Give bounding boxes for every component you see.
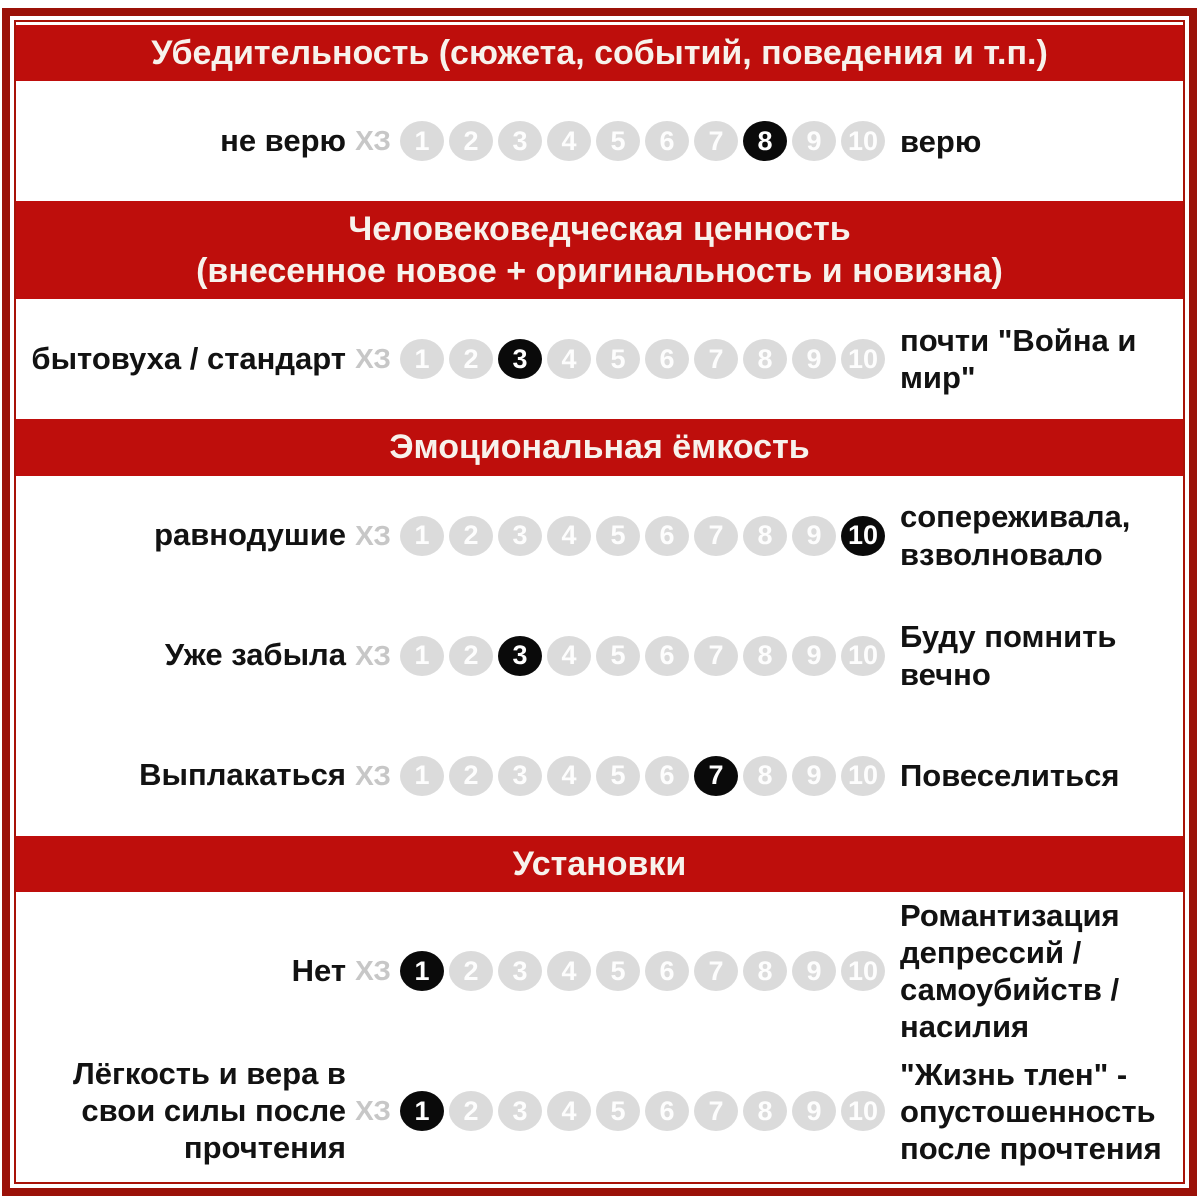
scale-dot-6[interactable]: 6 <box>645 756 689 796</box>
scale-dot-1[interactable]: 1 <box>400 121 444 161</box>
scale-dot-2[interactable]: 2 <box>449 756 493 796</box>
section-title-line: Человековедческая ценность <box>348 210 851 249</box>
scale-dot-1-selected[interactable]: 1 <box>400 951 444 991</box>
scale-dot-10[interactable]: 10 <box>841 951 885 991</box>
scale-dot-3[interactable]: 3 <box>498 121 542 161</box>
scale-dot-4[interactable]: 4 <box>547 121 591 161</box>
rating-row <box>16 299 1183 419</box>
rating-scale <box>400 1091 892 1131</box>
section-rows <box>16 299 1183 419</box>
scale-dot-3[interactable]: 3 <box>498 1091 542 1131</box>
scale-dot-9[interactable]: 9 <box>792 1091 836 1131</box>
section-title-line: (внесенное новое + оригинальность и новизна) <box>196 252 1003 291</box>
scale-dot-7[interactable]: 7 <box>694 951 738 991</box>
scale-dot-5[interactable]: 5 <box>596 1091 640 1131</box>
scale-dot-5[interactable]: 5 <box>596 339 640 379</box>
rating-scale <box>400 339 892 379</box>
scale-dot-8[interactable]: 8 <box>743 756 787 796</box>
scale-dot-2[interactable]: 2 <box>449 951 493 991</box>
na-option[interactable]: ХЗ <box>355 343 391 375</box>
na-option[interactable]: ХЗ <box>355 759 391 791</box>
section-header <box>16 836 1183 892</box>
right-anchor-label: "Жизнь тлен" - опустошенность после прочтения <box>900 1056 1162 1166</box>
section-rows <box>16 892 1183 1172</box>
scale-dot-2[interactable]: 2 <box>449 339 493 379</box>
left-anchor-label: равнодушие <box>154 517 346 553</box>
scale-dot-10[interactable]: 10 <box>841 121 885 161</box>
scale-dot-3[interactable]: 3 <box>498 756 542 796</box>
scale-dot-4[interactable]: 4 <box>547 1091 591 1131</box>
rating-row <box>16 892 1183 1051</box>
scale-dot-5[interactable]: 5 <box>596 951 640 991</box>
scale-dot-6[interactable]: 6 <box>645 951 689 991</box>
card-frame <box>2 8 1197 1196</box>
scale-dot-10[interactable]: 10 <box>841 339 885 379</box>
scale-dot-10[interactable]: 10 <box>841 756 885 796</box>
section-header <box>16 419 1183 475</box>
left-anchor-label: Нет <box>291 952 346 988</box>
scale-dot-4[interactable]: 4 <box>547 756 591 796</box>
na-option[interactable]: ХЗ <box>355 955 391 987</box>
section-rows <box>16 476 1183 836</box>
scale-dot-9[interactable]: 9 <box>792 636 836 676</box>
scale-dot-9[interactable]: 9 <box>792 121 836 161</box>
scale-dot-4[interactable]: 4 <box>547 516 591 556</box>
rating-scale <box>400 951 892 991</box>
card-inner <box>14 20 1185 1184</box>
na-option[interactable]: ХЗ <box>355 125 391 157</box>
scale-dot-7[interactable]: 7 <box>694 516 738 556</box>
right-anchor-label: верю <box>900 123 982 159</box>
na-option[interactable]: ХЗ <box>355 1095 391 1127</box>
scale-dot-3-selected[interactable]: 3 <box>498 339 542 379</box>
scale-dot-7[interactable]: 7 <box>694 1091 738 1131</box>
right-anchor-label: Романтизация депрессий / самоубийств / насилия <box>900 897 1120 1045</box>
scale-dot-1[interactable]: 1 <box>400 339 444 379</box>
section-header <box>16 25 1183 81</box>
rating-section <box>16 25 1183 201</box>
rating-row <box>16 596 1183 716</box>
scale-dot-6[interactable]: 6 <box>645 1091 689 1131</box>
section-title-line: Убедительность (сюжета, событий, поведения и т.п.) <box>151 34 1048 72</box>
scale-dot-2[interactable]: 2 <box>449 636 493 676</box>
left-anchor-label: Лёгкость и вера в свои силы после прочтения <box>72 1056 346 1165</box>
scale-dot-1[interactable]: 1 <box>400 516 444 556</box>
scale-dot-8-selected[interactable]: 8 <box>743 121 787 161</box>
rating-scale <box>400 756 892 796</box>
left-anchor-label: не верю <box>220 122 346 158</box>
scale-dot-5[interactable]: 5 <box>596 636 640 676</box>
na-option[interactable]: ХЗ <box>355 519 391 551</box>
scale-dot-7[interactable]: 7 <box>694 636 738 676</box>
scale-dot-1[interactable]: 1 <box>400 756 444 796</box>
rating-row <box>16 81 1183 201</box>
scale-dot-3[interactable]: 3 <box>498 951 542 991</box>
scale-dot-2[interactable]: 2 <box>449 516 493 556</box>
scale-dot-7[interactable]: 7 <box>694 339 738 379</box>
right-anchor-label: Буду помнить вечно <box>900 619 1117 692</box>
section-title-line: Эмоциональная ёмкость <box>389 428 810 467</box>
scale-dot-4[interactable]: 4 <box>547 339 591 379</box>
left-anchor-label: Уже забыла <box>164 637 346 673</box>
scale-dot-10-selected[interactable]: 10 <box>841 516 885 556</box>
rating-section <box>16 201 1183 419</box>
scale-dot-8[interactable]: 8 <box>743 339 787 379</box>
right-anchor-label: сопереживала, взволновало <box>900 499 1131 572</box>
scale-dot-9[interactable]: 9 <box>792 951 836 991</box>
scale-dot-5[interactable]: 5 <box>596 756 640 796</box>
right-anchor-label: Повеселиться <box>900 758 1120 794</box>
left-anchor-label: бытовуха / стандарт <box>31 341 346 377</box>
scale-dot-6[interactable]: 6 <box>645 636 689 676</box>
scale-dot-2[interactable]: 2 <box>449 1091 493 1131</box>
scale-dot-8[interactable]: 8 <box>743 636 787 676</box>
scale-dot-8[interactable]: 8 <box>743 951 787 991</box>
right-anchor-label: почти "Война и мир" <box>900 323 1137 396</box>
rating-scale <box>400 121 892 161</box>
na-option[interactable]: ХЗ <box>355 639 391 671</box>
scale-dot-9[interactable]: 9 <box>792 516 836 556</box>
section-rows <box>16 81 1183 201</box>
scale-dot-8[interactable]: 8 <box>743 516 787 556</box>
scale-dot-2[interactable]: 2 <box>449 121 493 161</box>
scale-dot-7[interactable]: 7 <box>694 121 738 161</box>
rating-scale <box>400 636 892 676</box>
left-anchor-label: Выплакаться <box>139 757 346 793</box>
scale-dot-9[interactable]: 9 <box>792 756 836 796</box>
scale-dot-4[interactable]: 4 <box>547 951 591 991</box>
scale-dot-1-selected[interactable]: 1 <box>400 1091 444 1131</box>
scale-dot-9[interactable]: 9 <box>792 339 836 379</box>
scale-dot-6[interactable]: 6 <box>645 121 689 161</box>
rating-row <box>16 476 1183 596</box>
scale-dot-3[interactable]: 3 <box>498 516 542 556</box>
scale-dot-6[interactable]: 6 <box>645 339 689 379</box>
section-header <box>16 201 1183 299</box>
rating-section <box>16 836 1183 1172</box>
rating-scale <box>400 516 892 556</box>
scale-dot-10[interactable]: 10 <box>841 1091 885 1131</box>
scale-dot-4[interactable]: 4 <box>547 636 591 676</box>
scale-dot-1[interactable]: 1 <box>400 636 444 676</box>
scale-dot-3-selected[interactable]: 3 <box>498 636 542 676</box>
scale-dot-10[interactable]: 10 <box>841 636 885 676</box>
scale-dot-5[interactable]: 5 <box>596 516 640 556</box>
scale-dot-6[interactable]: 6 <box>645 516 689 556</box>
rating-row <box>16 1051 1183 1173</box>
scale-dot-8[interactable]: 8 <box>743 1091 787 1131</box>
section-title-line: Установки <box>512 844 687 883</box>
scale-dot-5[interactable]: 5 <box>596 121 640 161</box>
scale-dot-7-selected[interactable]: 7 <box>694 756 738 796</box>
rating-row <box>16 716 1183 836</box>
rating-section <box>16 419 1183 835</box>
